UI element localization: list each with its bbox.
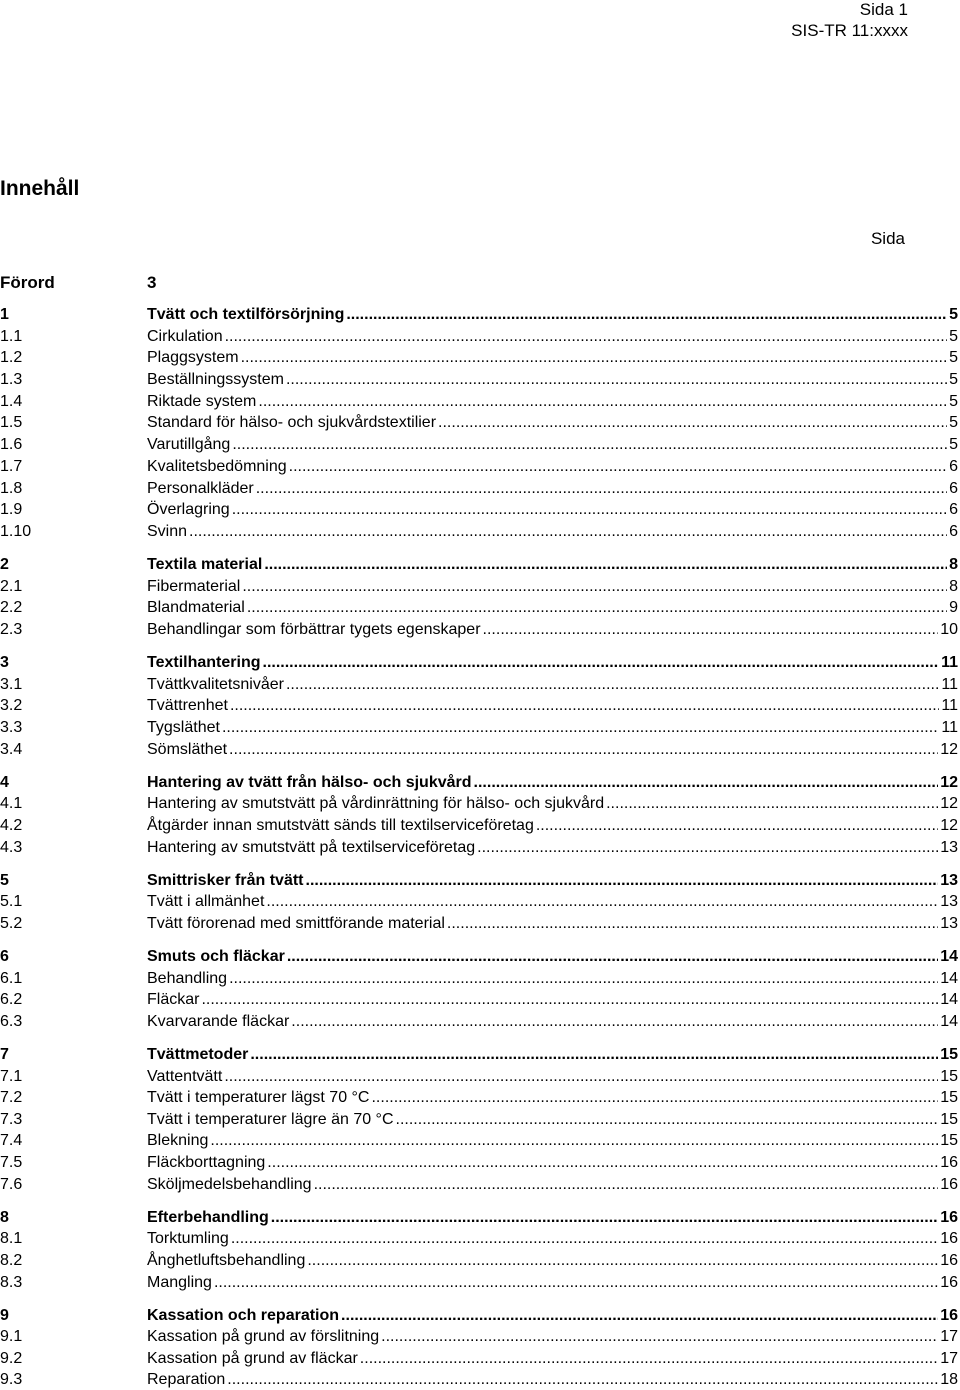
toc-dot-leader [229, 739, 938, 760]
toc-entry-page: 5 [949, 371, 958, 388]
toc-entry[interactable] [0, 815, 960, 836]
toc-entry-label: Beställningssystem [147, 371, 284, 388]
toc-entry-link [147, 870, 958, 891]
toc-entry[interactable] [0, 1066, 960, 1087]
toc-entry-link [147, 369, 958, 390]
toc-entry[interactable] [0, 326, 960, 347]
toc-entry-number: 3.1 [0, 676, 23, 693]
toc-entry-number: 1.3 [0, 371, 23, 388]
toc-entry-page: 5 [949, 349, 958, 366]
toc-dot-leader [231, 1228, 938, 1249]
toc-entry-label: Behandling [147, 970, 228, 987]
toc-entry-link [147, 1087, 958, 1108]
toc-entry-link [147, 968, 958, 989]
toc-dot-leader [225, 326, 948, 347]
toc-entry-link [147, 1066, 958, 1087]
toc-entry-label: Hantering av smutstvätt på vårdinrättning för hälso- och sjukvård [147, 795, 605, 812]
toc-dot-leader [189, 521, 947, 542]
toc-entry[interactable] [0, 793, 960, 814]
toc-entry[interactable] [0, 456, 960, 477]
toc-dot-leader [287, 946, 938, 967]
toc-entry-number: 4.3 [0, 839, 23, 856]
toc-entry-page: 15 [940, 1089, 958, 1106]
toc-entry-link [147, 1305, 958, 1326]
toc-entry[interactable] [0, 891, 960, 912]
toc-entry-link [147, 391, 958, 412]
toc-entry-number: 1.9 [0, 501, 23, 518]
toc-entry[interactable] [0, 652, 960, 673]
toc-entry-number: 7.6 [0, 1176, 23, 1193]
toc-dot-leader [477, 837, 938, 858]
toc-entry-label: Mangling [147, 1274, 212, 1291]
toc-dot-leader [232, 434, 947, 455]
toc-dot-leader [314, 1174, 939, 1195]
toc-dot-leader [210, 1130, 938, 1151]
toc-entry-page: 11 [941, 697, 958, 714]
toc-entry-label: Efterbehandling [147, 1209, 269, 1226]
toc-entry-label: Kassation och reparation [147, 1307, 340, 1324]
toc-entry-number: 1.7 [0, 458, 23, 475]
toc-dot-leader [241, 347, 948, 368]
toc-dot-leader [289, 456, 947, 477]
toc-entry-link [147, 597, 958, 618]
toc-entry-link [147, 1369, 958, 1390]
toc-entry-label: Plaggsystem [147, 349, 239, 366]
toc-dot-leader [227, 1369, 938, 1390]
toc-dot-leader [266, 891, 938, 912]
toc-entry-link [147, 793, 958, 814]
toc-entry-page: 16 [940, 1252, 958, 1269]
toc-entry-page: 14 [940, 1013, 958, 1030]
toc-entry-number: 2.2 [0, 599, 23, 616]
toc-entry-number: 1.8 [0, 480, 23, 497]
toc-entry-link [147, 815, 958, 836]
toc-entry-page: 12 [940, 741, 958, 758]
toc-entry[interactable] [0, 554, 960, 575]
toc-entry-label: Fläckar [147, 991, 200, 1008]
toc-entry[interactable] [0, 1305, 960, 1326]
toc-entry[interactable] [0, 1369, 960, 1390]
toc-entry[interactable] [0, 989, 960, 1010]
toc-entry-page: 11 [941, 676, 958, 693]
toc-dot-leader [286, 674, 939, 695]
toc-entry-number: 3.3 [0, 719, 23, 736]
toc-entry-page: 16 [940, 1176, 958, 1193]
toc-dot-leader [263, 652, 940, 673]
toc-entry-page: 10 [940, 621, 958, 638]
toc-entry-number: 7 [0, 1046, 9, 1063]
toc-entry-label: Tvättrenhet [147, 697, 228, 714]
toc-entry-number: 6.3 [0, 1013, 23, 1030]
toc-entry[interactable] [0, 968, 960, 989]
toc-entry-label: Cirkulation [147, 328, 223, 345]
toc-entry-page: 13 [940, 915, 958, 932]
toc-entry-number: 1 [0, 306, 9, 323]
toc-entry-number: 9.3 [0, 1371, 23, 1388]
toc-entry-link [147, 521, 958, 542]
toc-entry-number: 7.5 [0, 1154, 23, 1171]
toc-entry[interactable] [0, 347, 960, 368]
toc-entry-number: 1.2 [0, 349, 23, 366]
toc-entry-label: Riktade system [147, 393, 257, 410]
toc-entry[interactable] [0, 674, 960, 695]
toc-entry-page: 16 [940, 1154, 958, 1171]
toc-dot-leader [250, 1044, 938, 1065]
toc-entry-page: 5 [949, 436, 958, 453]
toc-entry-number: 7.3 [0, 1111, 23, 1128]
toc-entry-link [147, 1152, 958, 1173]
toc-entry[interactable] [0, 1250, 960, 1271]
toc-entry-number: 4.2 [0, 817, 23, 834]
toc-entry-label: Kassation på grund av förslitning [147, 1328, 380, 1345]
toc-entry[interactable] [0, 870, 960, 891]
toc-entry-link [147, 946, 958, 967]
toc-entry-number: 2 [0, 556, 9, 573]
toc-entry[interactable] [0, 412, 960, 433]
toc-entry-page: 8 [949, 556, 958, 573]
toc-entry-page: 15 [940, 1111, 958, 1128]
toc-entry-number: 5 [0, 872, 9, 889]
toc-entry-page: 6 [949, 480, 958, 497]
toc-dot-leader [271, 1207, 938, 1228]
toc-entry-page: 9 [949, 599, 958, 616]
toc-dot-leader [371, 1087, 938, 1108]
toc-entry-page: 5 [949, 306, 958, 323]
toc-entry-link [147, 1250, 958, 1271]
toc-entry-link [147, 1272, 958, 1293]
toc-dot-leader [229, 968, 938, 989]
toc-dot-leader [224, 1066, 938, 1087]
toc-entry-page: 17 [940, 1350, 958, 1367]
toc-entry-label: Tvättmetoder [147, 1046, 249, 1063]
toc-dot-leader [264, 554, 947, 575]
toc-entry[interactable] [0, 1109, 960, 1130]
toc-entry-link [147, 837, 958, 858]
toc-dot-leader [346, 304, 947, 325]
toc-entry-link [147, 304, 958, 325]
toc-entry-link [147, 456, 958, 477]
toc-entry-link [147, 989, 958, 1010]
toc-entry-number: 4 [0, 774, 9, 791]
toc-entry-number: 8.3 [0, 1274, 23, 1291]
toc-entry-number: 1.10 [0, 523, 32, 540]
toc-entry-link [147, 326, 958, 347]
toc-entry-number: 6.1 [0, 970, 23, 987]
toc-entry-number: 8 [0, 1209, 9, 1226]
toc-dot-leader [438, 412, 947, 433]
toc-entry-label: Personalkläder [147, 480, 254, 497]
toc-entry-number: 7.1 [0, 1068, 23, 1085]
toc-entry-page: 6 [949, 523, 958, 540]
toc-dot-leader [606, 793, 938, 814]
toc-entry[interactable] [0, 1207, 960, 1228]
toc-dot-leader [247, 597, 947, 618]
toc-dot-leader [306, 870, 939, 891]
toc-entry-label: Standard för hälso- och sjukvårdstextilier [147, 414, 437, 431]
toc-entry-label: Blandmaterial [147, 599, 245, 616]
toc-entry[interactable] [0, 913, 960, 934]
toc-entry-page: 14 [940, 948, 958, 965]
toc-entry-page: 5 [949, 328, 958, 345]
toc-dot-leader [232, 499, 947, 520]
toc-entry-label: Tvätt i allmänhet [147, 893, 265, 910]
toc-dot-leader [214, 1272, 938, 1293]
toc-entry-number: 2.1 [0, 578, 23, 595]
toc-entry-link [147, 1011, 958, 1032]
toc-entry-page: 6 [949, 501, 958, 518]
toc-entry-page: 14 [940, 991, 958, 1008]
toc-entry-number: 3 [0, 654, 9, 671]
toc-entry[interactable] [0, 619, 960, 640]
toc-entry-page: 17 [940, 1328, 958, 1345]
toc-entry-page: 13 [940, 839, 958, 856]
toc-entry-number: 3.4 [0, 741, 23, 758]
toc-entry-label: Tvätt i temperaturer lägre än 70 °C [147, 1111, 394, 1128]
toc-entry-label: Tvätt i temperaturer lägst 70 °C [147, 1089, 370, 1106]
toc-entry-link [147, 891, 958, 912]
toc-entry-number: 5.1 [0, 893, 23, 910]
toc-entry-number: 5.2 [0, 915, 23, 932]
toc-entry-number: 1.6 [0, 436, 23, 453]
toc-entry-page: 16 [940, 1230, 958, 1247]
toc-entry-label: Vattentvätt [147, 1068, 223, 1085]
toc-entry-label: Kassation på grund av fläckar [147, 1350, 358, 1367]
toc-entry[interactable] [0, 1174, 960, 1195]
toc-entry-page: 5 [949, 414, 958, 431]
toc-entry-number: 9.2 [0, 1350, 23, 1367]
toc-entry-number: 9.1 [0, 1328, 23, 1345]
toc-entry[interactable] [0, 1011, 960, 1032]
toc-entry-label: Behandlingar som förbättrar tygets egenskaper [147, 621, 481, 638]
toc-entry-link [147, 717, 958, 738]
toc-entry-link [147, 412, 958, 433]
toc-entry[interactable] [0, 1228, 960, 1249]
toc-entry-number: 2.3 [0, 621, 23, 638]
toc-entry-number: 7.2 [0, 1089, 23, 1106]
toc-dot-leader [536, 815, 938, 836]
toc-entry-label: Sköljmedelsbehandling [147, 1176, 312, 1193]
toc-entry[interactable] [0, 597, 960, 618]
toc-entry[interactable] [0, 391, 960, 412]
toc-entry-number: 1.1 [0, 328, 23, 345]
toc-entry-label: Reparation [147, 1371, 226, 1388]
toc-entry-page: 15 [940, 1068, 958, 1085]
toc-entry-number: 9 [0, 1307, 9, 1324]
toc-entry[interactable] [0, 695, 960, 716]
toc-entry-page: 11 [941, 719, 958, 736]
toc-entry-page: 13 [940, 893, 958, 910]
toc-entry-link [147, 913, 958, 934]
toc-preface-page: 3 [147, 273, 157, 292]
toc-entry-page: 18 [940, 1371, 958, 1388]
toc-entry-link [147, 772, 958, 793]
toc-entry-page: 12 [940, 817, 958, 834]
toc-entry-label: Hantering av tvätt från hälso- och sjukvård [147, 774, 472, 791]
toc-entry-number: 4.1 [0, 795, 23, 812]
toc-entry[interactable] [0, 946, 960, 967]
toc-entry-label: Svinn [147, 523, 188, 540]
toc-entry[interactable] [0, 1152, 960, 1173]
toc-entry-label: Åtgärder innan smutstvätt sänds till textilserviceföretag [147, 817, 534, 834]
toc-preface-label: Förord [0, 273, 55, 292]
toc-dot-leader [267, 1152, 938, 1173]
toc-entry-label: Tygsläthet [147, 719, 220, 736]
toc-dot-leader [307, 1250, 938, 1271]
toc-entry-link [147, 576, 958, 597]
toc-entry-page: 14 [940, 970, 958, 987]
toc-entry-number: 3.2 [0, 697, 23, 714]
page-column-label: Sida [870, 229, 905, 248]
toc-entry-page: 16 [940, 1209, 958, 1226]
toc-dot-leader [474, 772, 939, 793]
toc-entry[interactable] [0, 1326, 960, 1347]
toc-entry[interactable] [0, 478, 960, 499]
toc-entry-label: Kvarvarande fläckar [147, 1013, 290, 1030]
toc-entry-link [147, 554, 958, 575]
toc-entry-page: 5 [949, 393, 958, 410]
toc-dot-leader [256, 478, 947, 499]
toc-entry-page: 13 [940, 872, 958, 889]
toc-entry-page: 11 [941, 654, 958, 671]
toc-dot-leader [381, 1326, 938, 1347]
toc-entry[interactable] [0, 717, 960, 738]
toc-entry-link [147, 347, 958, 368]
toc-entry-page: 8 [949, 578, 958, 595]
toc-entry-number: 8.1 [0, 1230, 23, 1247]
toc-entry[interactable] [0, 739, 960, 760]
toc-dot-leader [286, 369, 947, 390]
toc-entry-link [147, 652, 958, 673]
toc-dot-leader [341, 1305, 938, 1326]
toc-entry-label: Sömsläthet [147, 741, 228, 758]
toc-entry-link [147, 1348, 958, 1369]
page-title: Innehåll [0, 177, 80, 200]
header-doc-id: SIS-TR 11:xxxx [791, 21, 908, 40]
toc-entry[interactable] [0, 1044, 960, 1065]
toc-dot-leader [230, 695, 939, 716]
toc-entry[interactable] [0, 499, 960, 520]
toc-entry-number: 6 [0, 948, 9, 965]
toc-dot-leader [483, 619, 939, 640]
toc-dot-leader [396, 1109, 939, 1130]
toc-entry-label: Fibermaterial [147, 578, 241, 595]
toc-entry-number: 7.4 [0, 1132, 23, 1149]
toc-preface[interactable] [0, 273, 200, 293]
toc-entry[interactable] [0, 837, 960, 858]
toc-entry-label: Smuts och fläckar [147, 948, 285, 965]
toc-entry-label: Blekning [147, 1132, 209, 1149]
toc-entry-link [147, 499, 958, 520]
toc-dot-leader [242, 576, 947, 597]
toc-entry-label: Tvätt och textilförsörjning [147, 306, 345, 323]
toc-entry-link [147, 1109, 958, 1130]
toc-dot-leader [201, 989, 938, 1010]
toc-entry-label: Smittrisker från tvätt [147, 872, 304, 889]
toc-entry[interactable] [0, 369, 960, 390]
toc-entry-link [147, 1044, 958, 1065]
toc-entry-link [147, 739, 958, 760]
toc-entry-label: Ånghetluftsbehandling [147, 1252, 306, 1269]
toc-entry[interactable] [0, 1272, 960, 1293]
toc-entry-page: 16 [940, 1307, 958, 1324]
toc-entry-label: Textilhantering [147, 654, 261, 671]
toc-entry[interactable] [0, 434, 960, 455]
toc-entry-label: Varutillgång [147, 436, 231, 453]
toc-entry-link [147, 434, 958, 455]
toc-entry[interactable] [0, 304, 960, 325]
toc-entry-link [147, 619, 958, 640]
toc-entry-label: Textila material [147, 556, 263, 573]
toc-entry[interactable] [0, 1087, 960, 1108]
toc-dot-leader [360, 1348, 938, 1369]
toc-entry-label: Hantering av smutstvätt på textilserviceföretag [147, 839, 476, 856]
toc-entry-label: Fläckborttagning [147, 1154, 266, 1171]
toc-entry-number: 6.2 [0, 991, 23, 1008]
toc-entry[interactable] [0, 1348, 960, 1369]
toc-entry[interactable] [0, 521, 960, 542]
toc-entry-number: 1.4 [0, 393, 23, 410]
header-page-label: Sida 1 [859, 0, 908, 19]
toc-entry-link [147, 1130, 958, 1151]
toc-entry-link [147, 1174, 958, 1195]
toc-entry-label: Torktumling [147, 1230, 229, 1247]
toc-entry-link [147, 478, 958, 499]
toc-entry[interactable] [0, 772, 960, 793]
toc-entry-link [147, 1207, 958, 1228]
toc-entry-page: 6 [949, 458, 958, 475]
toc-dot-leader [222, 717, 939, 738]
toc-entry-label: Överlagring [147, 501, 230, 518]
toc-entry-link [147, 695, 958, 716]
toc-dot-leader [291, 1011, 938, 1032]
toc-entry[interactable] [0, 576, 960, 597]
toc-entry-link [147, 1228, 958, 1249]
toc-entry-label: Tvättkvalitetsnivåer [147, 676, 284, 693]
toc-entry-label: Tvätt förorenad med smittförande material [147, 915, 445, 932]
toc-entry-label: Kvalitetsbedömning [147, 458, 287, 475]
toc-entry-page: 12 [940, 774, 958, 791]
toc-entry-page: 15 [940, 1132, 958, 1149]
toc-entry-page: 15 [940, 1046, 958, 1063]
toc-entry-number: 1.5 [0, 414, 23, 431]
toc-dot-leader [258, 391, 947, 412]
toc-entry-link [147, 674, 958, 695]
toc-entry-page: 16 [940, 1274, 958, 1291]
toc-entry-number: 8.2 [0, 1252, 23, 1269]
toc-entry-link [147, 1326, 958, 1347]
toc-dot-leader [447, 913, 938, 934]
toc-entry-page: 12 [940, 795, 958, 812]
toc-entry[interactable] [0, 1130, 960, 1151]
